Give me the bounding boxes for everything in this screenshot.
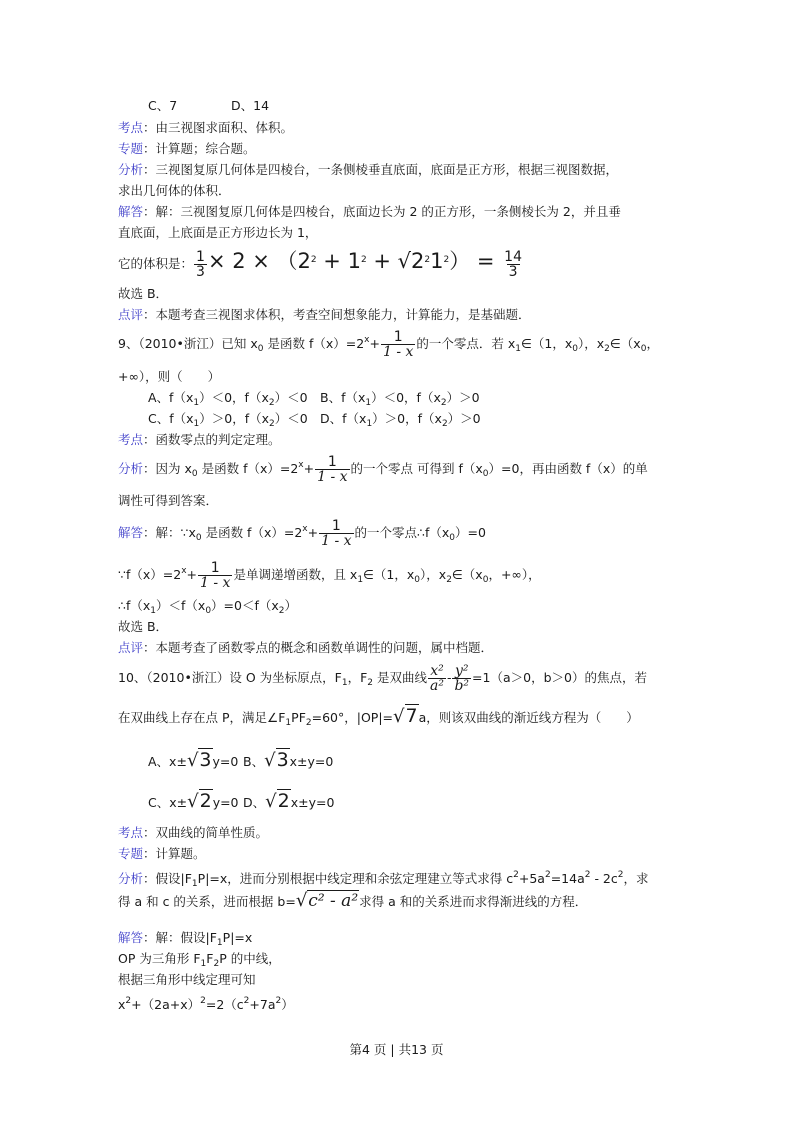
text-run: 的一个零点．若 x (416, 336, 516, 351)
subscript: 2 (440, 398, 447, 408)
fraction (452, 664, 471, 693)
superscript: 2 (200, 996, 206, 1006)
text-run: 它的体积是： (118, 256, 194, 271)
text-line (118, 519, 486, 548)
fraction (428, 664, 446, 693)
text-run: 根据三角形中线定理可知 (118, 972, 256, 987)
text-run: ：本题考查三视图求体积，考查空间想象能力，计算能力，是基础题． (143, 307, 531, 322)
text-run: ：双曲线的简单性质。 (143, 825, 269, 840)
text-run: 调性可得到答案． (118, 493, 219, 508)
fraction (319, 519, 353, 548)
superscript: 2 (617, 870, 624, 880)
superscript: 2 (310, 255, 317, 265)
text-run: ）＞0，f（x (199, 411, 270, 426)
text-run: ：本题考查了函数零点的概念和函数单调性的问题，属中档题． (143, 640, 494, 655)
text-line (118, 330, 659, 359)
text-run: + (369, 336, 380, 351)
text-line (118, 664, 647, 693)
text-run: A、f（x (148, 390, 194, 405)
text-run: - 2c (590, 871, 618, 886)
subscript: 2 (604, 344, 610, 354)
text-run: ）=0＜f（x (211, 598, 279, 613)
text-run: +（2a+x） (131, 997, 201, 1012)
subscript: 0 (572, 344, 579, 354)
text-run: 是函数 f（x）=2 (263, 336, 365, 351)
text-run: 是双曲线 (373, 670, 427, 685)
text-run: =60°，|OP|= (311, 710, 394, 725)
text-run: ∈（x (609, 336, 641, 351)
superscript: 2 (544, 870, 551, 880)
text-run: 是函数 f（x）=2 (197, 461, 299, 476)
section-label: 点评 (118, 640, 144, 655)
answer-option (148, 411, 320, 432)
subscript: 2 (269, 419, 275, 429)
fraction (315, 455, 349, 484)
text-run: 得 a 和 c 的关系，进而根据 b= (118, 894, 296, 909)
fraction-denominator: 1 - x (321, 533, 352, 549)
square-root (265, 790, 291, 812)
superscript: x (302, 524, 308, 534)
section-label: 解答 (118, 204, 144, 219)
text-run: 的一个零点 可得到 f（x (350, 461, 483, 476)
superscript: x (364, 335, 370, 345)
answer-option (231, 98, 314, 114)
subscript: 2 (278, 606, 285, 616)
subscript: 0 (640, 344, 647, 354)
fraction-numerator: 1 (210, 560, 220, 576)
text-run: ：解：三视图复原几何体是四棱台，底面边长为 2 的正方形，一条侧棱长为 2，并且垂 (143, 204, 621, 219)
radical-sign: √ (265, 791, 277, 812)
text-run: ∵f（x）=2 (118, 567, 182, 582)
fraction-numerator: 14 (504, 249, 522, 265)
text-run: ），x (578, 336, 605, 351)
subscript: 2 (441, 419, 448, 429)
answer-option (148, 790, 243, 812)
subscript: 0 (449, 533, 456, 543)
text-run: =1（a＞0，b＞0）的焦点，若 (472, 670, 647, 685)
text-run: x±y=0 (290, 795, 335, 810)
radical-sign: √ (264, 750, 276, 771)
text-run: - (446, 670, 452, 685)
text-run: + (303, 461, 315, 476)
subscript: 2 (268, 398, 275, 408)
math-expression: × 2 × （2 (207, 249, 311, 273)
radical-sign: √ (187, 791, 199, 812)
text-run: ）=0 (455, 525, 486, 540)
subscript: 0 (414, 575, 421, 585)
text-line (118, 250, 525, 279)
text-run: PF (291, 710, 306, 725)
radical-sign: √ (186, 750, 199, 771)
text-run: C、7 (148, 98, 178, 113)
radicand: 3 (276, 749, 289, 771)
subscript: 1 (200, 959, 207, 969)
text-line (118, 930, 252, 951)
text-run: 直底面，上底面是正方形边长为 1， (118, 225, 318, 240)
page-footer (0, 1040, 793, 1058)
section-label: 解答 (118, 930, 144, 945)
text-run: 求得 a 和的关系进而求得渐进线的方程． (359, 894, 588, 909)
text-run: D、14 (231, 98, 270, 113)
text-line (118, 307, 531, 323)
text-run: a，则该双曲线的渐近线方程为（ ） (418, 710, 639, 725)
math-expression: 1 (430, 249, 444, 273)
superscript: 2 (243, 996, 250, 1006)
text-run: +∞），则（ ） (118, 369, 221, 384)
answer-option (148, 390, 320, 411)
text-run: +5a (518, 871, 545, 886)
fraction-denominator: 3 (508, 264, 518, 280)
text-line (118, 204, 621, 220)
subscript: 0 (195, 533, 202, 543)
text-run: ∈（x (451, 567, 483, 582)
text-run: ）＜f（x (156, 598, 206, 613)
superscript: 2 (125, 996, 132, 1006)
text-run: ：三视图复原几何体是四棱台，一条侧棱垂直底面，底面是正方形，根据三视图数据， (143, 162, 619, 177)
section-label: 解答 (118, 525, 144, 540)
text-line (118, 369, 220, 385)
text-line (148, 790, 338, 812)
radicand: 7 (405, 705, 418, 727)
answer-option (243, 790, 338, 812)
subscript: 0 (482, 575, 489, 585)
text-run: ）＜0 (274, 390, 308, 405)
subscript: 1 (216, 938, 223, 948)
page-separator: | (390, 1042, 395, 1057)
text-run: C、f（x (148, 411, 194, 426)
superscript: x (298, 460, 304, 470)
text-run: y=0 (212, 795, 239, 810)
radical-sign: √ (295, 890, 308, 911)
text-run: 故选 B． (118, 286, 169, 301)
section-label: 分析 (118, 461, 144, 476)
text-line (118, 993, 294, 1013)
text-line (118, 640, 493, 656)
square-root (264, 749, 290, 771)
text-run: ）＞0 (447, 411, 481, 426)
text-run: +7a (249, 997, 276, 1012)
subscript: 2 (213, 959, 220, 969)
text-line (118, 493, 218, 509)
subscript: 1 (193, 419, 200, 429)
text-line (118, 225, 317, 241)
fraction-denominator: 3 (196, 264, 205, 280)
square-root (295, 890, 359, 911)
fraction-numerator: 1 (331, 518, 341, 534)
subscript: 1 (191, 879, 198, 889)
fraction-denominator: 1 - x (200, 575, 231, 591)
subscript: 1 (366, 419, 373, 429)
square-root (186, 749, 213, 771)
text-line (118, 705, 639, 731)
radicand: 2 (277, 790, 290, 812)
subscript: 2 (305, 718, 312, 728)
page-number: 第4 页 (349, 1042, 387, 1057)
section-label: 点评 (118, 307, 144, 322)
superscript: 2 (360, 255, 367, 265)
subscript: 1 (365, 398, 372, 408)
text-run: 在双曲线上存在点 P，满足∠F (118, 710, 286, 725)
fraction-denominator: b² (454, 678, 470, 694)
fraction-numerator: 1 (196, 249, 205, 265)
square-root (393, 705, 419, 727)
subscript: 2 (367, 678, 373, 688)
text-run: ∈（1，x (363, 567, 415, 582)
text-run: D、 (243, 795, 266, 810)
text-run: B、f（x (320, 390, 366, 405)
text-run: ：因为 x (143, 461, 192, 476)
text-line (118, 890, 588, 911)
fraction (381, 330, 415, 359)
section-label: 专题 (118, 141, 144, 156)
text-run: C、x± (148, 795, 188, 810)
text-line (118, 846, 206, 862)
fraction-numerator: 1 (393, 329, 403, 345)
text-run: ：假设|F (143, 871, 192, 886)
fraction (198, 561, 232, 590)
text-run: A、x± (148, 754, 187, 769)
text-run: ：函数零点的判定定理。 (143, 432, 281, 447)
text-run: =14a (550, 871, 585, 886)
text-line (118, 867, 649, 892)
text-run: ∈（1，x (521, 336, 573, 351)
text-line (118, 162, 618, 178)
text-line (118, 619, 168, 635)
text-line (118, 561, 541, 590)
text-run: ：由三视图求面积、体积。 (143, 120, 294, 135)
text-line (118, 432, 281, 448)
text-run: + (186, 567, 197, 582)
text-run: + (307, 525, 319, 540)
text-run: ）＜0，f（x (371, 390, 441, 405)
section-label: 考点 (118, 120, 144, 135)
section-label: 专题 (118, 846, 144, 861)
subscript: 0 (191, 469, 198, 479)
subscript: 1 (150, 606, 156, 616)
text-run: ，求 (623, 871, 649, 886)
text-run: ， (646, 336, 659, 351)
text-run: ∴f（x (118, 598, 151, 613)
text-line (118, 825, 268, 841)
text-line (118, 972, 256, 988)
subscript: 1 (357, 575, 364, 585)
superscript: 2 (424, 255, 431, 265)
text-line (118, 286, 168, 302)
subscript: 1 (285, 718, 292, 728)
text-run: ） (284, 598, 298, 613)
subscript: 1 (515, 344, 522, 354)
text-line (148, 98, 314, 114)
math-expression: + √2 (366, 249, 425, 273)
text-run: F (206, 951, 214, 966)
text-run: ）=0，再由函数 f（x）的单 (488, 461, 648, 476)
answer-option (243, 749, 338, 771)
superscript: 2 (275, 996, 282, 1006)
text-run: 9、（2010•浙江）已知 x (118, 336, 258, 351)
subscript: 0 (257, 344, 264, 354)
radicand: 2 (199, 790, 212, 812)
superscript: 2 (513, 870, 519, 880)
subscript: 1 (193, 398, 200, 408)
text-line (118, 455, 648, 484)
fraction-denominator: 1 - x (317, 469, 348, 485)
text-run: ）＜0，f（x (199, 390, 269, 405)
square-root (187, 790, 213, 812)
section-label: 考点 (118, 825, 144, 840)
text-run: x (118, 997, 126, 1012)
text-run: ），x (420, 567, 447, 582)
fraction-numerator: 1 (327, 454, 337, 470)
fraction (194, 250, 207, 279)
radicand: c² - a² (308, 891, 359, 911)
text-run: ）＜0 (274, 411, 308, 426)
text-run: ：计算题；综合题。 (143, 141, 256, 156)
fraction-numerator: x² (430, 663, 444, 679)
fraction-numerator: y² (454, 663, 469, 679)
answer-option (148, 749, 243, 771)
text-run: 是函数 f（x）=2 (201, 525, 303, 540)
superscript: 2 (443, 255, 450, 265)
text-run: ：计算题。 (143, 846, 206, 861)
text-line (118, 141, 256, 157)
math-expression: + 1 (316, 249, 361, 273)
subscript: 0 (205, 606, 212, 616)
text-run: ，F (347, 670, 368, 685)
section-label: 分析 (118, 162, 144, 177)
text-line (118, 183, 231, 199)
text-run: ：解：∵x (143, 525, 196, 540)
page-total: 共13 页 (398, 1042, 444, 1057)
text-run: OP 为三角形 F (118, 951, 201, 966)
section-label: 考点 (118, 432, 144, 447)
fraction-denominator: a² (429, 678, 444, 694)
superscript: 2 (584, 870, 591, 880)
text-run: =2（c (205, 997, 244, 1012)
radical-sign: √ (393, 706, 405, 727)
text-run: P 的中线， (219, 951, 281, 966)
text-run: x±y=0 (289, 754, 334, 769)
text-run: P|=x (222, 930, 253, 945)
text-run: ，+∞）， (488, 567, 541, 582)
text-line (148, 749, 338, 771)
math-expression: ） = (449, 249, 502, 273)
text-line (118, 598, 297, 619)
text-run: y=0 (212, 754, 239, 769)
subscript: 2 (446, 575, 452, 585)
text-run: B、 (243, 754, 265, 769)
text-run: D、f（x (320, 411, 367, 426)
text-run: 故选 B． (118, 619, 169, 634)
text-run: 求出几何体的体积． (118, 183, 231, 198)
answer-option (320, 390, 492, 411)
text-run: 的一个零点∴f（x (354, 525, 450, 540)
text-line (118, 120, 293, 136)
text-run: ）＞0 (446, 390, 480, 405)
subscript: 1 (341, 678, 348, 688)
text-run: P|=x，进而分别根据中线定理和余弦定理建立等式求得 c (197, 871, 514, 886)
text-line (148, 390, 492, 411)
section-label: 分析 (118, 871, 144, 886)
answer-option (148, 98, 231, 114)
text-run: ：解：假设|F (143, 930, 217, 945)
subscript: 0 (482, 469, 489, 479)
text-run: 是单调递增函数，且 x (233, 567, 358, 582)
superscript: x (181, 566, 187, 576)
fraction-denominator: 1 - x (382, 344, 414, 360)
fraction (502, 250, 524, 279)
text-run: ） (281, 997, 294, 1012)
answer-option (320, 411, 492, 432)
text-run: 10、（2010•浙江）设 O 为坐标原点，F (118, 670, 342, 685)
text-line (148, 411, 492, 432)
text-run: ）＞0，f（x (372, 411, 442, 426)
text-line (118, 951, 281, 972)
radicand: 3 (199, 749, 212, 771)
